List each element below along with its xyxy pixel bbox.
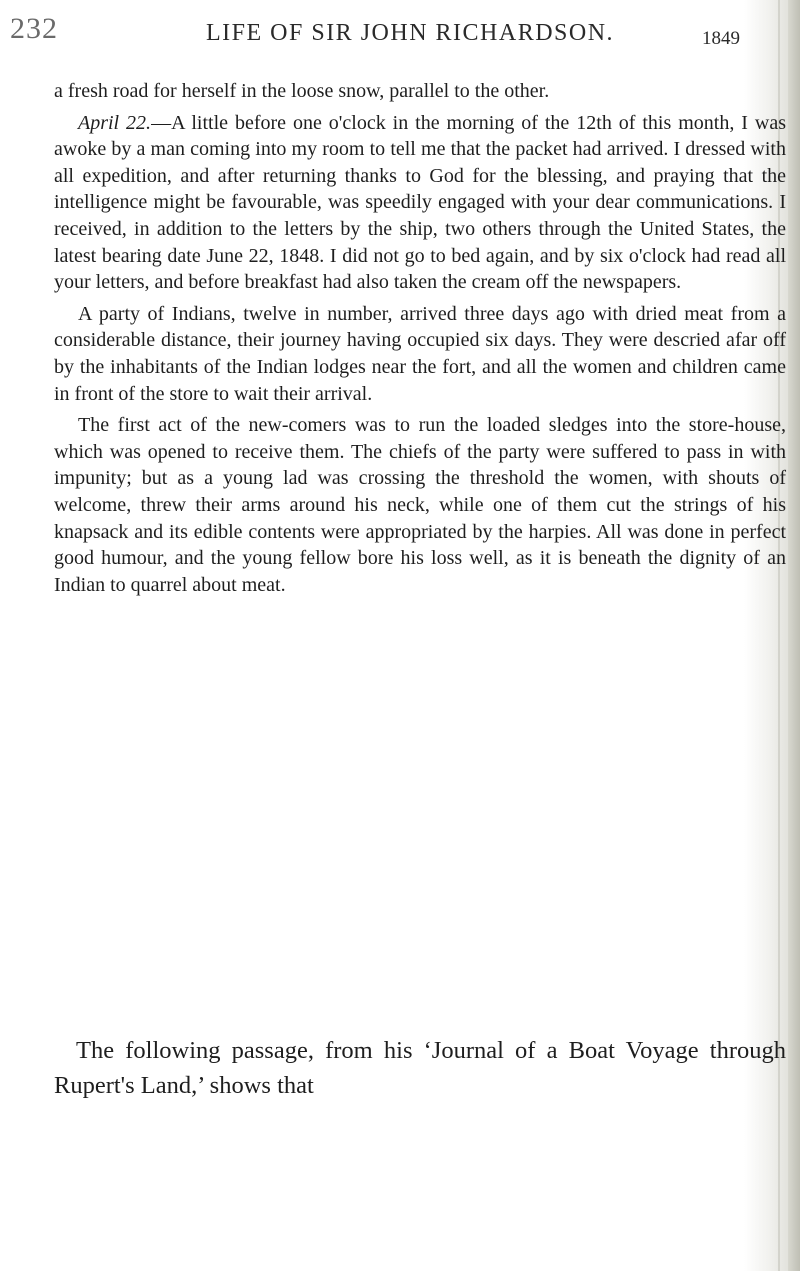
journal-date: April 22. bbox=[78, 111, 152, 134]
body-text bbox=[54, 78, 786, 598]
page-number: 232 bbox=[10, 12, 58, 45]
paragraph-text: The first act of the new-comers was to run the loaded sledges into the store-house, which was opened to receive them. The chiefs of the party were suffered to pass in with impunity; but as a young lad was crossing the threshold the women, with shouts of welcome, threw their arms around his neck, while one of them cut the strings of his knapsack and its edible contents were appropriated by the harpies. All was done in perfect good humour, and the young fellow bore his loss well, as it is beneath the dignity of an Indian to quarrel about meat. bbox=[54, 414, 786, 596]
paragraph-text: —A little before one o'clock in the morning of the 12th of this month, I was awoke by a man coming into my room to tell me that the packet had arrived. I dressed with all expedition, and after returning thanks to God for the blessing, and praying that the intelligence might be favourable, was speedily engaged with your dear communications. I received, in addition to the letters by the ship, two others through the United States, the latest bearing date June 22, 1848. I did not go to bed again, and by six o'clock had read all your letters, and before breakfast had also taken the cream off the newspapers. bbox=[54, 111, 786, 294]
paragraph-closing: The following passage, from his ‘Journal of a Boat Voyage through Rupert's Land,’ shows that bbox=[54, 1037, 786, 1099]
paragraph-indians-arrival bbox=[54, 301, 786, 407]
paragraph-newcomers bbox=[54, 412, 786, 598]
running-head-title: LIFE OF SIR JOHN RICHARDSON. bbox=[206, 20, 615, 46]
running-head-year: 1849 bbox=[702, 28, 740, 49]
page-edge bbox=[788, 0, 800, 1271]
paragraph-text: A party of Indians, twelve in number, arrived three days ago with dried meat from a considerable distance, their journey having occupied six days. They were descried afar off by the inhabitants of the Indian lodges near the fort, and all the women and children came in front of the store to wait their arrival. bbox=[54, 302, 786, 405]
paragraph-journal-entry bbox=[54, 110, 786, 296]
paragraph-text: a fresh road for herself in the loose snow, parallel to the other. bbox=[54, 80, 550, 102]
running-head bbox=[0, 0, 800, 70]
paragraph-continuation bbox=[54, 78, 786, 105]
